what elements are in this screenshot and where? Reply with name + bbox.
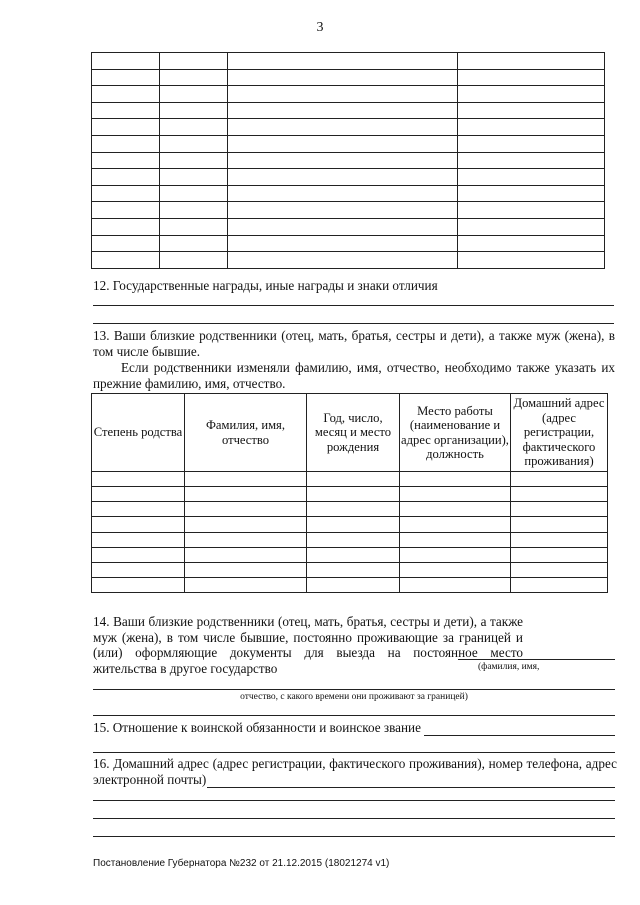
table-cell[interactable] xyxy=(228,136,458,153)
section-14-title: 14. Ваши близкие родственники (отец, мать, братья, сестры и дети), а также муж (жена), в том числе бывшие, постоянно проживающие за границей и (или) оформляющие документы для выезда на постоянное место жительства в другое государство xyxy=(93,614,523,676)
table-cell[interactable] xyxy=(160,102,228,119)
table-cell[interactable] xyxy=(511,547,608,562)
table-cell[interactable] xyxy=(92,517,185,532)
column-header: Фамилия, имя, отчество xyxy=(185,394,307,472)
section-13-title: 13. Ваши близкие родственники (отец, мать, братья, сестры и дети), а также муж (жена), в том числе бывшие. xyxy=(93,328,615,359)
table-cell[interactable] xyxy=(228,169,458,186)
table-cell[interactable] xyxy=(160,169,228,186)
table-cell[interactable] xyxy=(185,577,307,592)
section-16-title: 16. Домашний адрес (адрес регистрации, фактического проживания), номер телефона, адрес электронной почты) xyxy=(93,756,617,787)
table-cell[interactable] xyxy=(400,487,511,502)
table-cell[interactable] xyxy=(160,69,228,86)
table-cell[interactable] xyxy=(185,532,307,547)
table-cell[interactable] xyxy=(458,136,605,153)
table-cell[interactable] xyxy=(228,53,458,70)
table-cell[interactable] xyxy=(185,502,307,517)
table-cell[interactable] xyxy=(185,562,307,577)
military-status-input-line[interactable] xyxy=(424,735,615,736)
relatives-abroad-input-line[interactable] xyxy=(458,659,615,660)
awards-input-line[interactable] xyxy=(93,323,614,324)
table-cell[interactable] xyxy=(228,202,458,219)
table-cell[interactable] xyxy=(307,487,400,502)
table-cell[interactable] xyxy=(458,102,605,119)
table-cell[interactable] xyxy=(92,119,160,136)
table-cell[interactable] xyxy=(511,517,608,532)
table-cell[interactable] xyxy=(511,472,608,487)
table-cell[interactable] xyxy=(228,235,458,252)
address-input-line[interactable] xyxy=(207,787,615,788)
table-cell[interactable] xyxy=(92,252,160,269)
relatives-table xyxy=(91,393,608,593)
table-cell[interactable] xyxy=(511,502,608,517)
table-cell[interactable] xyxy=(307,502,400,517)
table-cell[interactable] xyxy=(228,102,458,119)
table-cell[interactable] xyxy=(160,136,228,153)
table-cell[interactable] xyxy=(185,547,307,562)
table-cell[interactable] xyxy=(228,219,458,236)
table-cell[interactable] xyxy=(458,86,605,103)
table-cell[interactable] xyxy=(92,562,185,577)
table-row xyxy=(92,517,608,532)
table-cell[interactable] xyxy=(92,53,160,70)
section-12-title: 12. Государственные награды, иные награды и знаки отличия xyxy=(93,278,438,293)
table-cell[interactable] xyxy=(92,577,185,592)
table-cell[interactable] xyxy=(92,502,185,517)
table-cell[interactable] xyxy=(307,517,400,532)
table-cell[interactable] xyxy=(228,185,458,202)
table-row xyxy=(92,69,605,86)
table-cell[interactable] xyxy=(307,577,400,592)
table-cell[interactable] xyxy=(92,169,160,186)
table-cell[interactable] xyxy=(92,472,185,487)
table-cell[interactable] xyxy=(307,547,400,562)
table-cell[interactable] xyxy=(458,53,605,70)
table-cell[interactable] xyxy=(400,562,511,577)
table-cell[interactable] xyxy=(458,69,605,86)
column-header: Степень родства xyxy=(92,394,185,472)
column-header: Место работы (наименование и адрес организации), должность xyxy=(400,394,511,472)
column-header: Год, число, месяц и место рождения xyxy=(307,394,400,472)
military-status-input-line[interactable] xyxy=(93,752,615,753)
table-row xyxy=(92,169,605,186)
table-cell[interactable] xyxy=(458,185,605,202)
address-input-line[interactable] xyxy=(93,800,615,801)
table-cell[interactable] xyxy=(511,577,608,592)
table-cell[interactable] xyxy=(92,152,160,169)
table-row xyxy=(92,532,608,547)
table-cell[interactable] xyxy=(307,562,400,577)
table-cell[interactable] xyxy=(92,136,160,153)
awards-input-line[interactable] xyxy=(93,305,614,306)
address-input-line[interactable] xyxy=(93,836,615,837)
table-cell[interactable] xyxy=(185,487,307,502)
table-cell[interactable] xyxy=(511,532,608,547)
table-cell[interactable] xyxy=(160,53,228,70)
table-row xyxy=(92,252,605,269)
section-13-note: Если родственники изменяли фамилию, имя, отчество, необходимо также указать их прежние фамилию, имя, отчество. xyxy=(93,360,615,391)
table-cell[interactable] xyxy=(185,517,307,532)
table-cell[interactable] xyxy=(92,69,160,86)
table-row xyxy=(92,53,605,70)
table-cell[interactable] xyxy=(92,102,160,119)
table-cell[interactable] xyxy=(160,252,228,269)
table-cell[interactable] xyxy=(458,202,605,219)
table-row xyxy=(92,472,608,487)
table-row xyxy=(92,202,605,219)
table-cell[interactable] xyxy=(92,547,185,562)
table-cell[interactable] xyxy=(228,252,458,269)
table-cell[interactable] xyxy=(511,562,608,577)
table-cell[interactable] xyxy=(458,152,605,169)
table-row xyxy=(92,577,608,592)
table-cell[interactable] xyxy=(160,119,228,136)
table-cell[interactable] xyxy=(511,487,608,502)
table-cell[interactable] xyxy=(92,487,185,502)
section-14-hint-1: (фамилия, имя, xyxy=(478,662,540,672)
section-15-title: 15. Отношение к воинской обязанности и воинское звание xyxy=(93,720,421,735)
relatives-abroad-input-line[interactable] xyxy=(93,715,615,716)
table-cell[interactable] xyxy=(307,532,400,547)
table-cell[interactable] xyxy=(160,219,228,236)
table-cell[interactable] xyxy=(92,235,160,252)
column-header: Домашний адрес (адрес регистрации, фактического проживания) xyxy=(511,394,608,472)
table-row xyxy=(92,136,605,153)
table-cell[interactable] xyxy=(228,86,458,103)
table-row xyxy=(92,487,608,502)
table-row xyxy=(92,562,608,577)
table-cell[interactable] xyxy=(160,202,228,219)
table-cell[interactable] xyxy=(228,69,458,86)
section-14-hint-2: отчество, с какого времени они проживают за границей) xyxy=(240,692,468,702)
table-cell[interactable] xyxy=(92,532,185,547)
table-row xyxy=(92,235,605,252)
table-cell[interactable] xyxy=(458,119,605,136)
table-cell[interactable] xyxy=(160,152,228,169)
table-cell[interactable] xyxy=(185,472,307,487)
table-row xyxy=(92,185,605,202)
table-row xyxy=(92,152,605,169)
footer-reference: Постановление Губернатора №232 от 21.12.2015 (18021274 v1) xyxy=(93,858,390,869)
table-cell[interactable] xyxy=(160,235,228,252)
work-history-table xyxy=(91,52,605,269)
table-cell[interactable] xyxy=(458,219,605,236)
table-cell[interactable] xyxy=(400,577,511,592)
table-cell[interactable] xyxy=(458,169,605,186)
table-cell[interactable] xyxy=(400,502,511,517)
table-row xyxy=(92,502,608,517)
table-cell[interactable] xyxy=(400,532,511,547)
table-row xyxy=(92,86,605,103)
relatives-abroad-input-line[interactable] xyxy=(93,689,615,690)
table-row xyxy=(92,547,608,562)
table-cell[interactable] xyxy=(458,252,605,269)
table-cell[interactable] xyxy=(400,547,511,562)
table-row xyxy=(92,219,605,236)
table-header-row xyxy=(92,394,608,472)
table-cell[interactable] xyxy=(400,472,511,487)
table-cell[interactable] xyxy=(228,119,458,136)
table-cell[interactable] xyxy=(400,517,511,532)
table-cell[interactable] xyxy=(92,86,160,103)
table-cell[interactable] xyxy=(160,185,228,202)
table-cell[interactable] xyxy=(307,472,400,487)
table-cell[interactable] xyxy=(458,235,605,252)
page-number: 3 xyxy=(316,20,324,35)
table-cell[interactable] xyxy=(228,152,458,169)
table-row xyxy=(92,102,605,119)
table-cell[interactable] xyxy=(160,86,228,103)
table-cell[interactable] xyxy=(92,202,160,219)
table-row xyxy=(92,119,605,136)
table-cell[interactable] xyxy=(92,185,160,202)
table-cell[interactable] xyxy=(92,219,160,236)
address-input-line[interactable] xyxy=(93,818,615,819)
